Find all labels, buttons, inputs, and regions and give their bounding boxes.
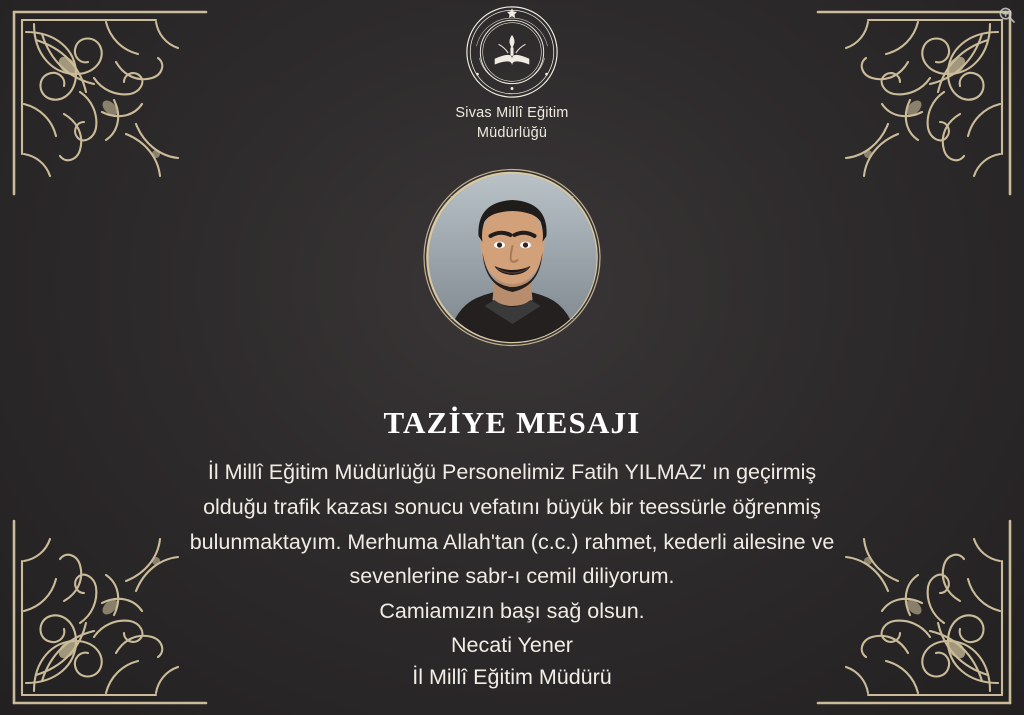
page-title: TAZİYE MESAJI [383,405,641,440]
message-line: olduğu trafik kazası sonucu vefatını büyük bir teessürle öğrenmiş [203,494,821,519]
message-line: bulunmaktayım. Merhuma Allah'tan (c.c.) rahmet, kederli ailesine ve [189,529,835,554]
signer-title: İl Millî Eğitim Müdürü [412,665,612,690]
organization-name-line2: Müdürlüğü [476,124,548,141]
poster-header [0,4,1024,143]
zoom-in-icon[interactable] [998,6,1016,24]
message-paragraph [0,455,1024,694]
portrait-photo [428,174,596,342]
message-line: İl Millî Eğitim Müdürlüğü Personelimiz Fatih YILMAZ' ın geçirmiş [207,460,817,484]
organization-name [0,104,1024,143]
message-block [0,405,1024,694]
message-line: sevenlerine sabr-ı cemil diliyorum. [349,564,675,589]
signer-name: Necati Yener [451,633,573,658]
organization-name-line1: Sivas Millî Eğitim [455,105,569,121]
portrait [405,150,620,365]
turkish-national-education-emblem-icon [464,4,560,100]
message-closing: Camiamızın başı sağ olsun. [379,599,645,624]
